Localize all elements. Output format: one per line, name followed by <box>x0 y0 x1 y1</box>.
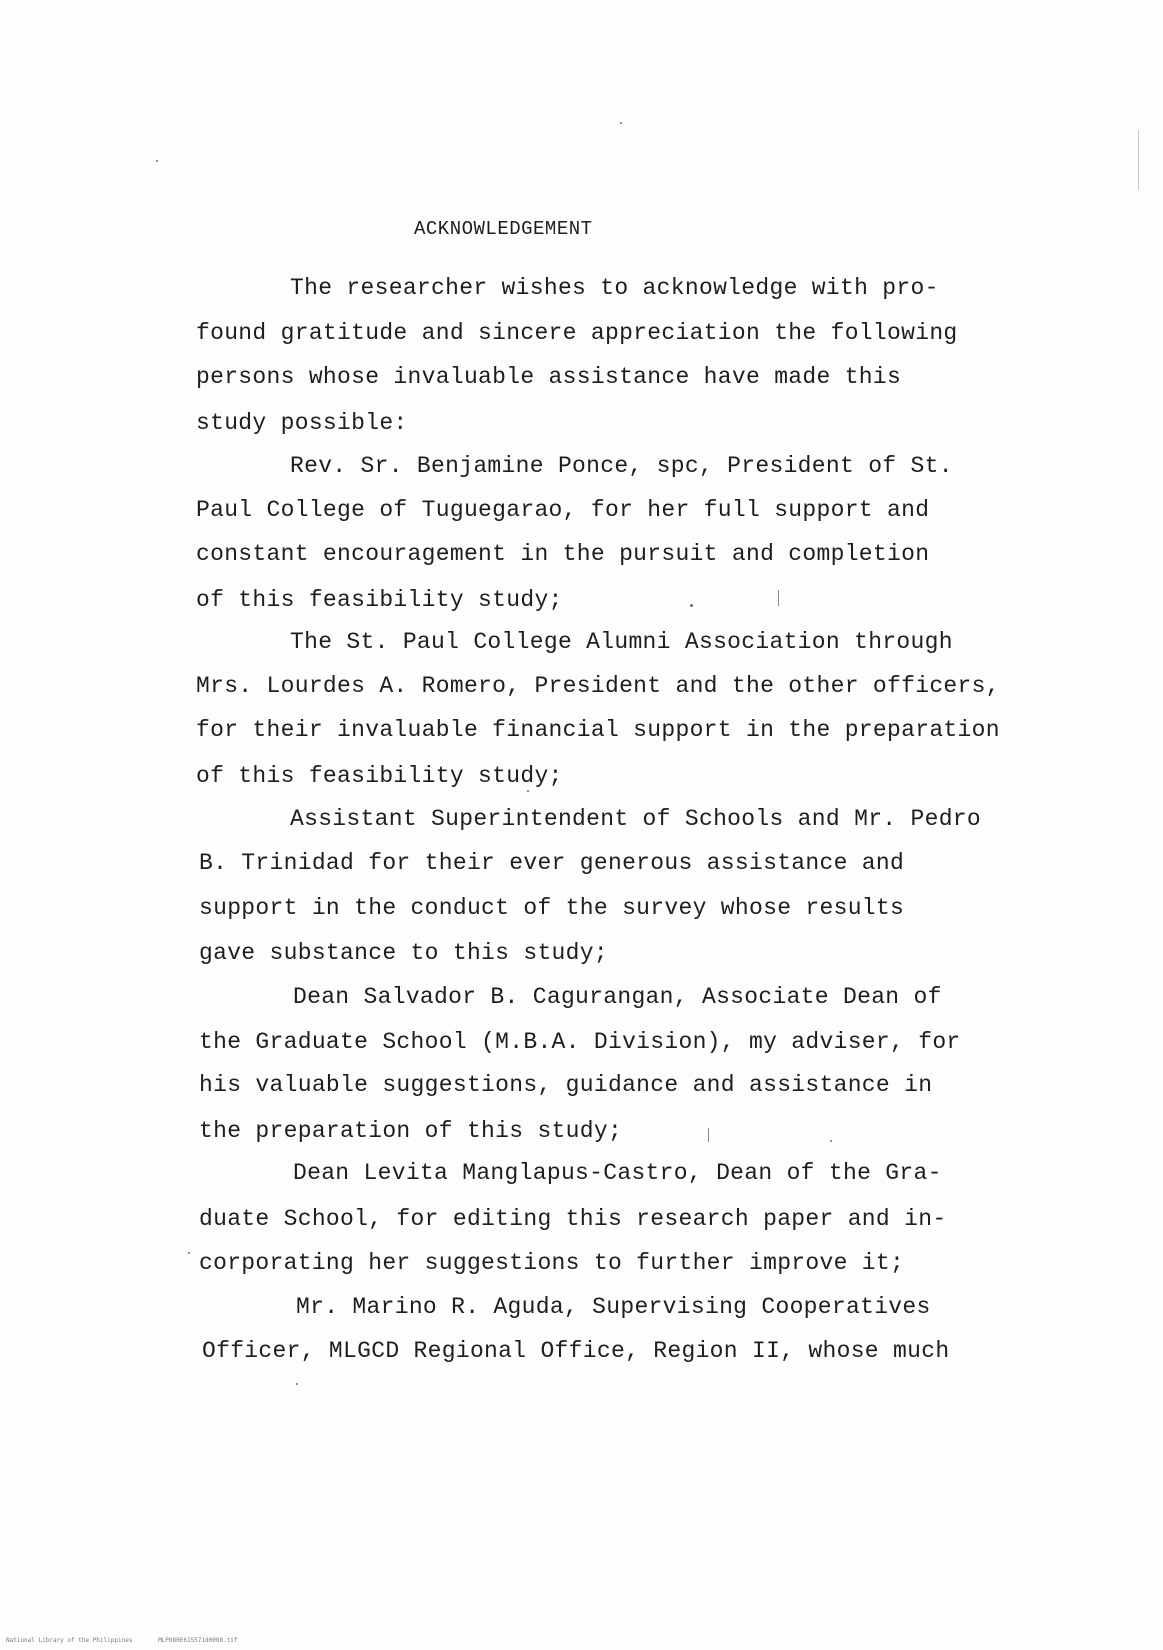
text-line: persons whose invaluable assistance have made this <box>196 364 902 390</box>
scan-speck <box>188 1252 190 1254</box>
text-line: Rev. Sr. Benjamine Ponce, spc, President of St. <box>290 453 953 479</box>
footer-file: MLP080E615571d0008.tif <box>158 1637 238 1644</box>
scan-mark <box>708 1128 709 1142</box>
text-line: support in the conduct of the survey whose results <box>199 895 905 921</box>
text-line: duate School, for editing this research paper and in- <box>199 1206 947 1232</box>
scan-speck <box>830 1140 832 1142</box>
text-line: Paul College of Tuguegarao, for her full support and <box>196 497 930 523</box>
text-line: study possible: <box>196 410 408 436</box>
scan-speck <box>527 790 529 792</box>
text-line: The St. Paul College Alumni Association through <box>290 629 953 655</box>
text-line: constant encouragement in the pursuit and completion <box>196 541 930 567</box>
text-line: of this feasibility study; <box>196 587 563 613</box>
footer-library: National Library of the Philippines <box>6 1637 133 1644</box>
scan-speck <box>156 160 158 162</box>
text-line: gave substance to this study; <box>199 940 608 966</box>
text-line: of this feasibility study; <box>196 763 563 789</box>
text-line: the Graduate School (M.B.A. Division), my adviser, for <box>199 1029 961 1055</box>
text-line: The researcher wishes to acknowledge with pro- <box>290 275 939 301</box>
text-line: Dean Salvador B. Cagurangan, Associate Dean of <box>293 984 942 1010</box>
scan-mark <box>778 590 779 606</box>
scan-speck <box>620 122 622 124</box>
text-line: corporating her suggestions to further improve it; <box>199 1250 905 1276</box>
text-line: Assistant Superintendent of Schools and Mr. Pedro <box>290 806 982 832</box>
text-line: Dean Levita Manglapus-Castro, Dean of the Gra- <box>293 1160 942 1186</box>
scan-speck <box>690 604 693 607</box>
scan-footer <box>6 1637 260 1644</box>
text-line: found gratitude and sincere appreciation the following <box>196 320 958 346</box>
text-line: Mrs. Lourdes A. Romero, President and the other officers, <box>196 673 1000 699</box>
text-line: Mr. Marino R. Aguda, Supervising Cooperatives <box>296 1294 931 1320</box>
text-line: his valuable suggestions, guidance and assistance in <box>199 1072 933 1098</box>
text-line: B. Trinidad for their ever generous assistance and <box>199 850 905 876</box>
text-line: the preparation of this study; <box>199 1118 623 1144</box>
page-title: ACKNOWLEDGEMENT <box>414 218 593 240</box>
scan-speck <box>296 1383 298 1385</box>
text-line: Officer, MLGCD Regional Office, Region II, whose much <box>202 1338 950 1364</box>
text-line: for their invaluable financial support in the preparation <box>196 717 1000 743</box>
scan-mark <box>1138 130 1139 190</box>
